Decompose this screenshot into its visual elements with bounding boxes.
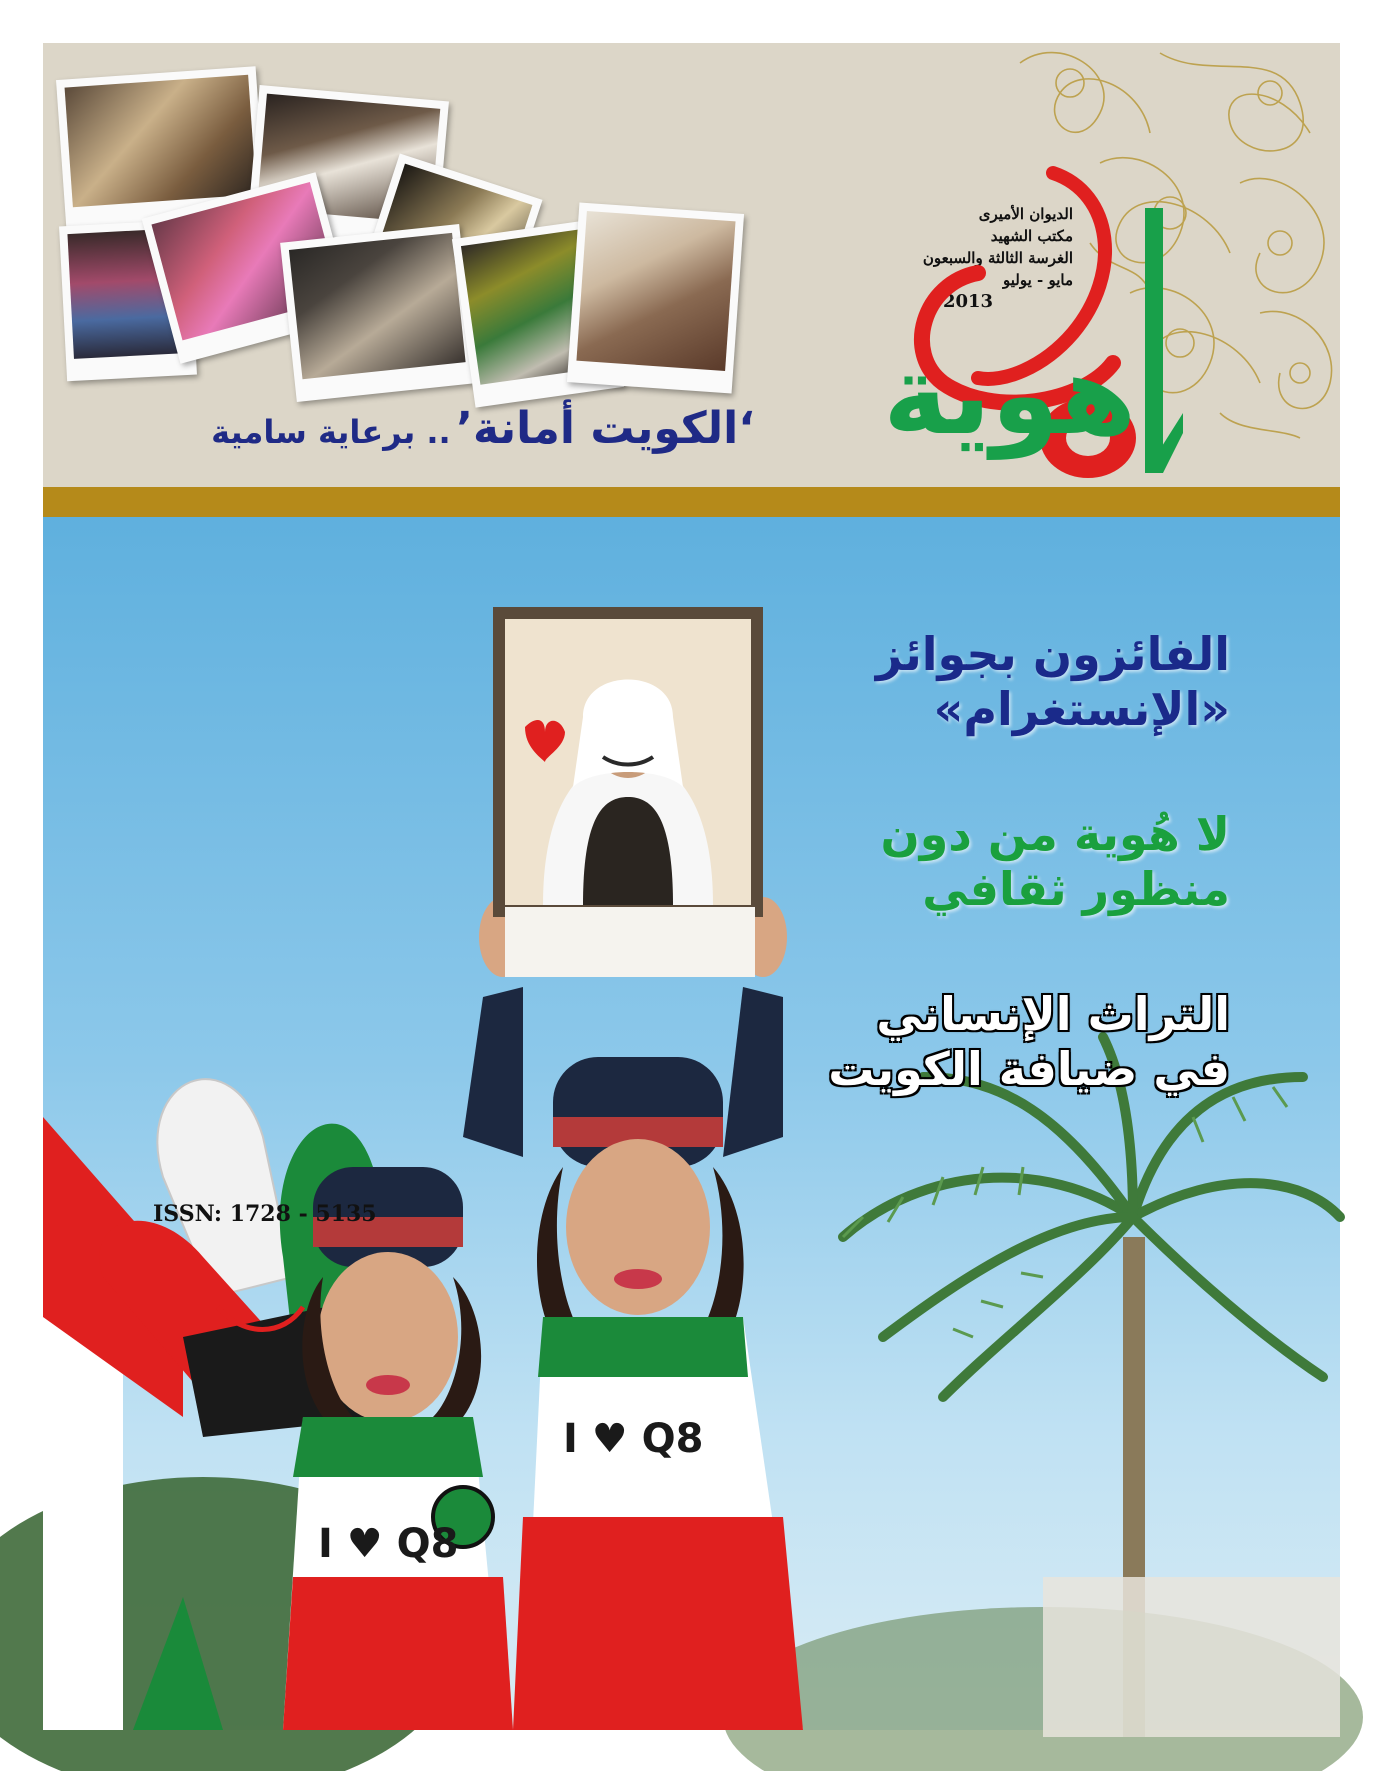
- collage-photo: [280, 224, 476, 402]
- collage-photo: [567, 202, 744, 393]
- magazine-cover: [43, 43, 1340, 1730]
- logo-text: هوية: [883, 331, 1137, 459]
- gold-divider: [43, 487, 1340, 517]
- cover-line-1: الفائزون بجوائز: [875, 627, 1230, 681]
- issuer-text: الديوان الأميرى: [978, 205, 1073, 223]
- cover-line-heritage: [828, 987, 1230, 1097]
- cover-line-3: لا هُوية من دون: [880, 807, 1230, 861]
- cover-line-5: التراث الإنساني: [876, 987, 1230, 1041]
- office-text: مكتب الشهيد: [990, 227, 1073, 245]
- svg-text:I ♥ Q8: I ♥ Q8: [563, 1416, 704, 1462]
- cover-line-identity: [880, 807, 1230, 917]
- issue-number: الغرسة الثالثة والسبعون: [922, 249, 1073, 267]
- alhawiya-logo: [883, 133, 1283, 493]
- framed-portrait: [493, 607, 763, 977]
- cover-line-6: في ضيافة الكويت: [828, 1042, 1230, 1097]
- cover-line-2: «الإنستغرام»: [933, 682, 1230, 737]
- top-headline: [153, 403, 813, 454]
- issue-year: 2013: [942, 291, 994, 312]
- masthead-band: [43, 43, 1340, 487]
- svg-text:I ♥ Q8: I ♥ Q8: [318, 1521, 459, 1567]
- child-right: [463, 897, 803, 1730]
- top-headline-sub: .. برعاية سامية: [211, 413, 451, 451]
- cover-line-instagram: [876, 627, 1230, 737]
- top-headline-main: ‘الكويت أمانة’: [456, 403, 755, 454]
- cover-photo: [43, 517, 1340, 1730]
- issue-months: مايو - يوليو: [1003, 271, 1073, 289]
- cover-line-4: منظور ثقافي: [922, 862, 1230, 917]
- issn-number: ISSN: 1728 - 5135: [153, 1201, 377, 1227]
